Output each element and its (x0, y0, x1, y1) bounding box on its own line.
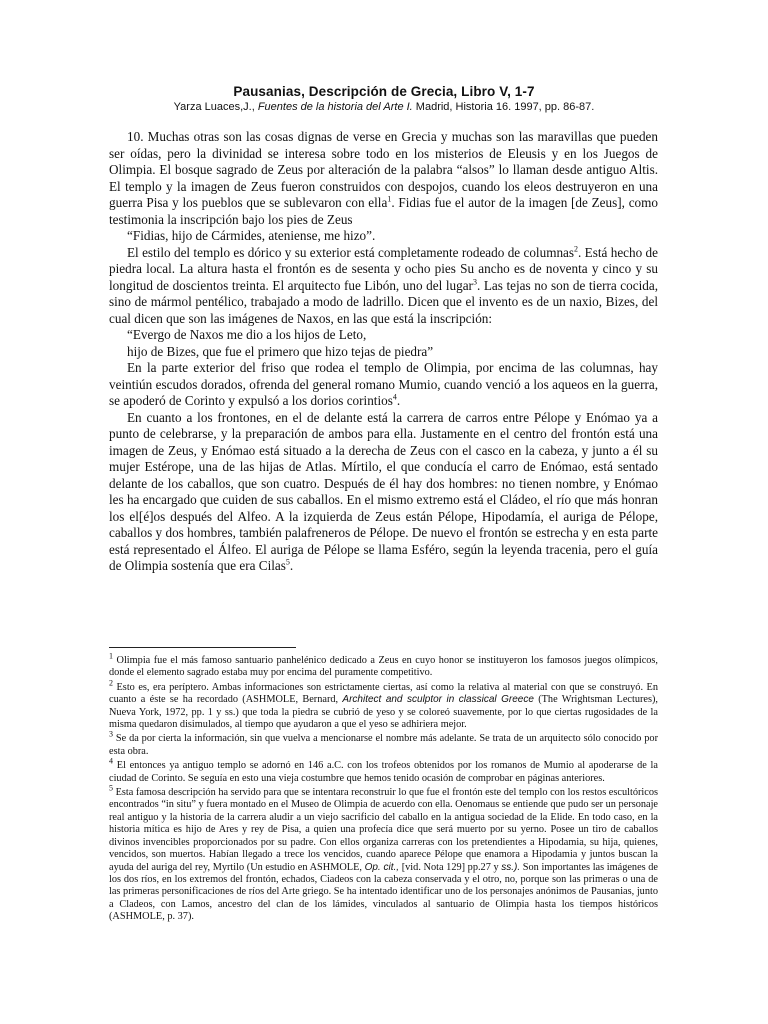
paragraph-1: 10. Muchas otras son las cosas dignas de verse en Grecia y muchas son las maravillas que pueden ser oídas, pero la divinidad se interesa sobre todo en los misterios de Eleusis y en los Juegos de Olimpia. El bosque sagrado de Zeus por alteración de la palabra “alsos” lo llaman desde antiguo Altis. El templo y la imagen de Zeus fueron construidos con despojos, cuando los eleos destruyeron en una guerra Pisa y los pueblos que se sublevaron con ella$^1$. Fidias fue el autor de la imagen [de Zeus], como testimonia la inscripción bajo los pies de Zeus (109, 129, 658, 227)
citation-publisher: Madrid, Historia 16. 1997, pp. 86-87. (412, 101, 595, 113)
footnote-ref-2[interactable]: 2 (574, 244, 579, 254)
paragraph-3: En la parte exterior del friso que rodea el templo de Olimpia, por encima de las columnas, hay veintiún escudos dorados, ofrenda del general romano Mumio, cuando venció a los aqueos en la guerra, se apoderó de Corinto y expulsó a los dorios corintios$^4$. (109, 360, 658, 408)
citation-author: Yarza Luaces,J., (173, 101, 258, 113)
footnote-3: $^3$ Se da por cierta la información, sin que vuelva a mencionarse el nombre más adelante. Se trata de un arquitecto sólo conocido por esta obra. (109, 730, 658, 757)
footnote-ref-5[interactable]: 5 (285, 557, 290, 567)
footnote-5: $^5$ Esta famosa descripción ha servido para que se intentara reconstruir lo que fue el frontón este del templo con los restos escultóricos encontrados “in situ” y fuera montado en el Museo de Olimpia de acuerdo con ella. Oenomaus se entiende que pudo ser un personaje real antiguo y la historia de la carrera aludir a un viejo sacrificio del caballo en la antigua sociedad de la Elide. En todo caso, en la historia mítica es hijo de Ares y rey de Pisa, a quien una profecía dice que será muerto por su yerno. Posee un tiro de caballos divinos invencibles proporcionados por su padre. Con ellos organiza carreras con los pretendientes a Hipodamia, su hija, quienes, vencidos, son muertos. Habían llegado a trece los vencidos, cuando aparece Pélope que enamora a Hipodamia y juntos buscan la ayuda del auriga del rey, Myrtilo (Un estudio en ASHMOLE, Op. cit., [vid. Nota 129] pp.27 y ss.). Son importantes las imágenes de los dos ríos, en los extremos del frontón, echados, Ciadeos con la cabeza conservada y el otro, no, porque son las primeras o una de las primeras personificaciones de ríos del Arte griego. Se ha intentado identificar uno de los personajes anónimos de Pausanias, junto a Cladeos, con Lamos, ancestro del clan de los lámides, vinculados al santuario de Olimpia hasta los tiempos históricos (ASHMOLE, p. 37). (109, 783, 659, 923)
footnote-ref-1[interactable]: 1 (387, 194, 392, 204)
paragraph-2: El estilo del templo es dórico y su exterior está completamente rodeado de columnas$^2$. Está hecho de piedra local. La altura hasta el frontón es de sesenta y ocho pies Su ancho es de noventa y cinco y su longitud de doscientos treinta. El arquitecto fue Libón, uno del lugar$^3$. Las tejas no son de tierra cocida, sino de mármol pentélico, trabajado a modo de ladrillo. Dicen que el invento es de un naxio, Bizes, del cual dicen que son las imágenes de Naxos, en las que está la inscripción: (109, 244, 659, 326)
citation-work: Fuentes de la historia del Arte I. (257, 101, 413, 113)
source-citation (0, 101, 768, 113)
footnote-divider (109, 647, 296, 648)
footnotes (109, 651, 659, 926)
inscription-quote-2-line-1: “Evergo de Naxos me dio a los hijos de Leto, (127, 327, 367, 342)
inscription-quote-1: “Fidias, hijo de Cármides, ateniense, me hizo”. (127, 228, 376, 243)
footnote-2: $^2$ Esto es, era períptero. Ambas informaciones son estrictamente ciertas, así como la relativa al material con que se construyó. En cuanto a éste se ha recordado (ASHMOLE, Bernard, Architect and sculptor in classical Greece (The Wrightsman Lectures), Nueva York, 1972, pp. 1 y ss.) que toda la piedra se cubrió de yeso y se coloreó suavemente, por lo que ciertas rugosidades de la misma quedaron disimulados, al tiempo que ayudaron a que el yeso se adhiriera mejor. (109, 678, 658, 731)
footnote-4: $^4$ El entonces ya antiguo templo se adornó en 146 a.C. con los trofeos obtenidos por los romanos de Mumio al apoderarse de la ciudad de Corinto. Se seguía en esto una vieja costumbre que hemos tenido ocasión de comprobar en páginas anteriores. (109, 756, 658, 784)
footnote-1: $^1$ Olimpia fue el más famoso santuario panhelénico dedicado a Zeus en cuyo honor se instituyeron los famosos juegos olímpicos, donde el elemento sagrado estaba muy por encima del puramente competitivo. (109, 651, 658, 679)
main-text (109, 129, 658, 575)
paragraph-4: En cuanto a los frontones, en el de delante está la carrera de carros entre Pélope y Enómao ya a punto de celebrarse, y la preparación de ambos para ella. Justamente en el centro del frontón está una imagen de Zeus, y Enómao está situado a la derecha de Zeus con el casco en la cabeza, y junto a él su mujer Estérope, una de las hijas de Atlas. Mírtilo, el que conducía el carro de Enómao, está sentado delante de los caballos, que son cuatro. Después de él hay dos hombres: no tienen nombre, y Enómao les ha encargado que cuiden de sus caballos. En el mismo extremo está el Cládeo, el río que más honran los el[é]os después del Alfeo. A la izquierda de Zeus están Pélope, Hipodamía, el auriga de Pélope, caballos y dos hombres, también palafreneros de Pélope. De nuevo el frontón se estrecha y en esta parte está representado el Álfeo. El auriga de Pélope se llama Esféro, según la leyenda tracenia, pero el guía de Olimpia sostenía que era Cilas$^5$. (109, 409, 658, 573)
inscription-quote-2-line-2: hijo de Bizes, que fue el primero que hizo tejas de piedra” (127, 343, 434, 359)
document-title: Pausanias, Descripción de Grecia, Libro V, 1-7 (233, 84, 535, 99)
footnote-ref-3[interactable]: 3 (472, 277, 477, 287)
footnote-ref-4[interactable]: 4 (392, 392, 397, 402)
